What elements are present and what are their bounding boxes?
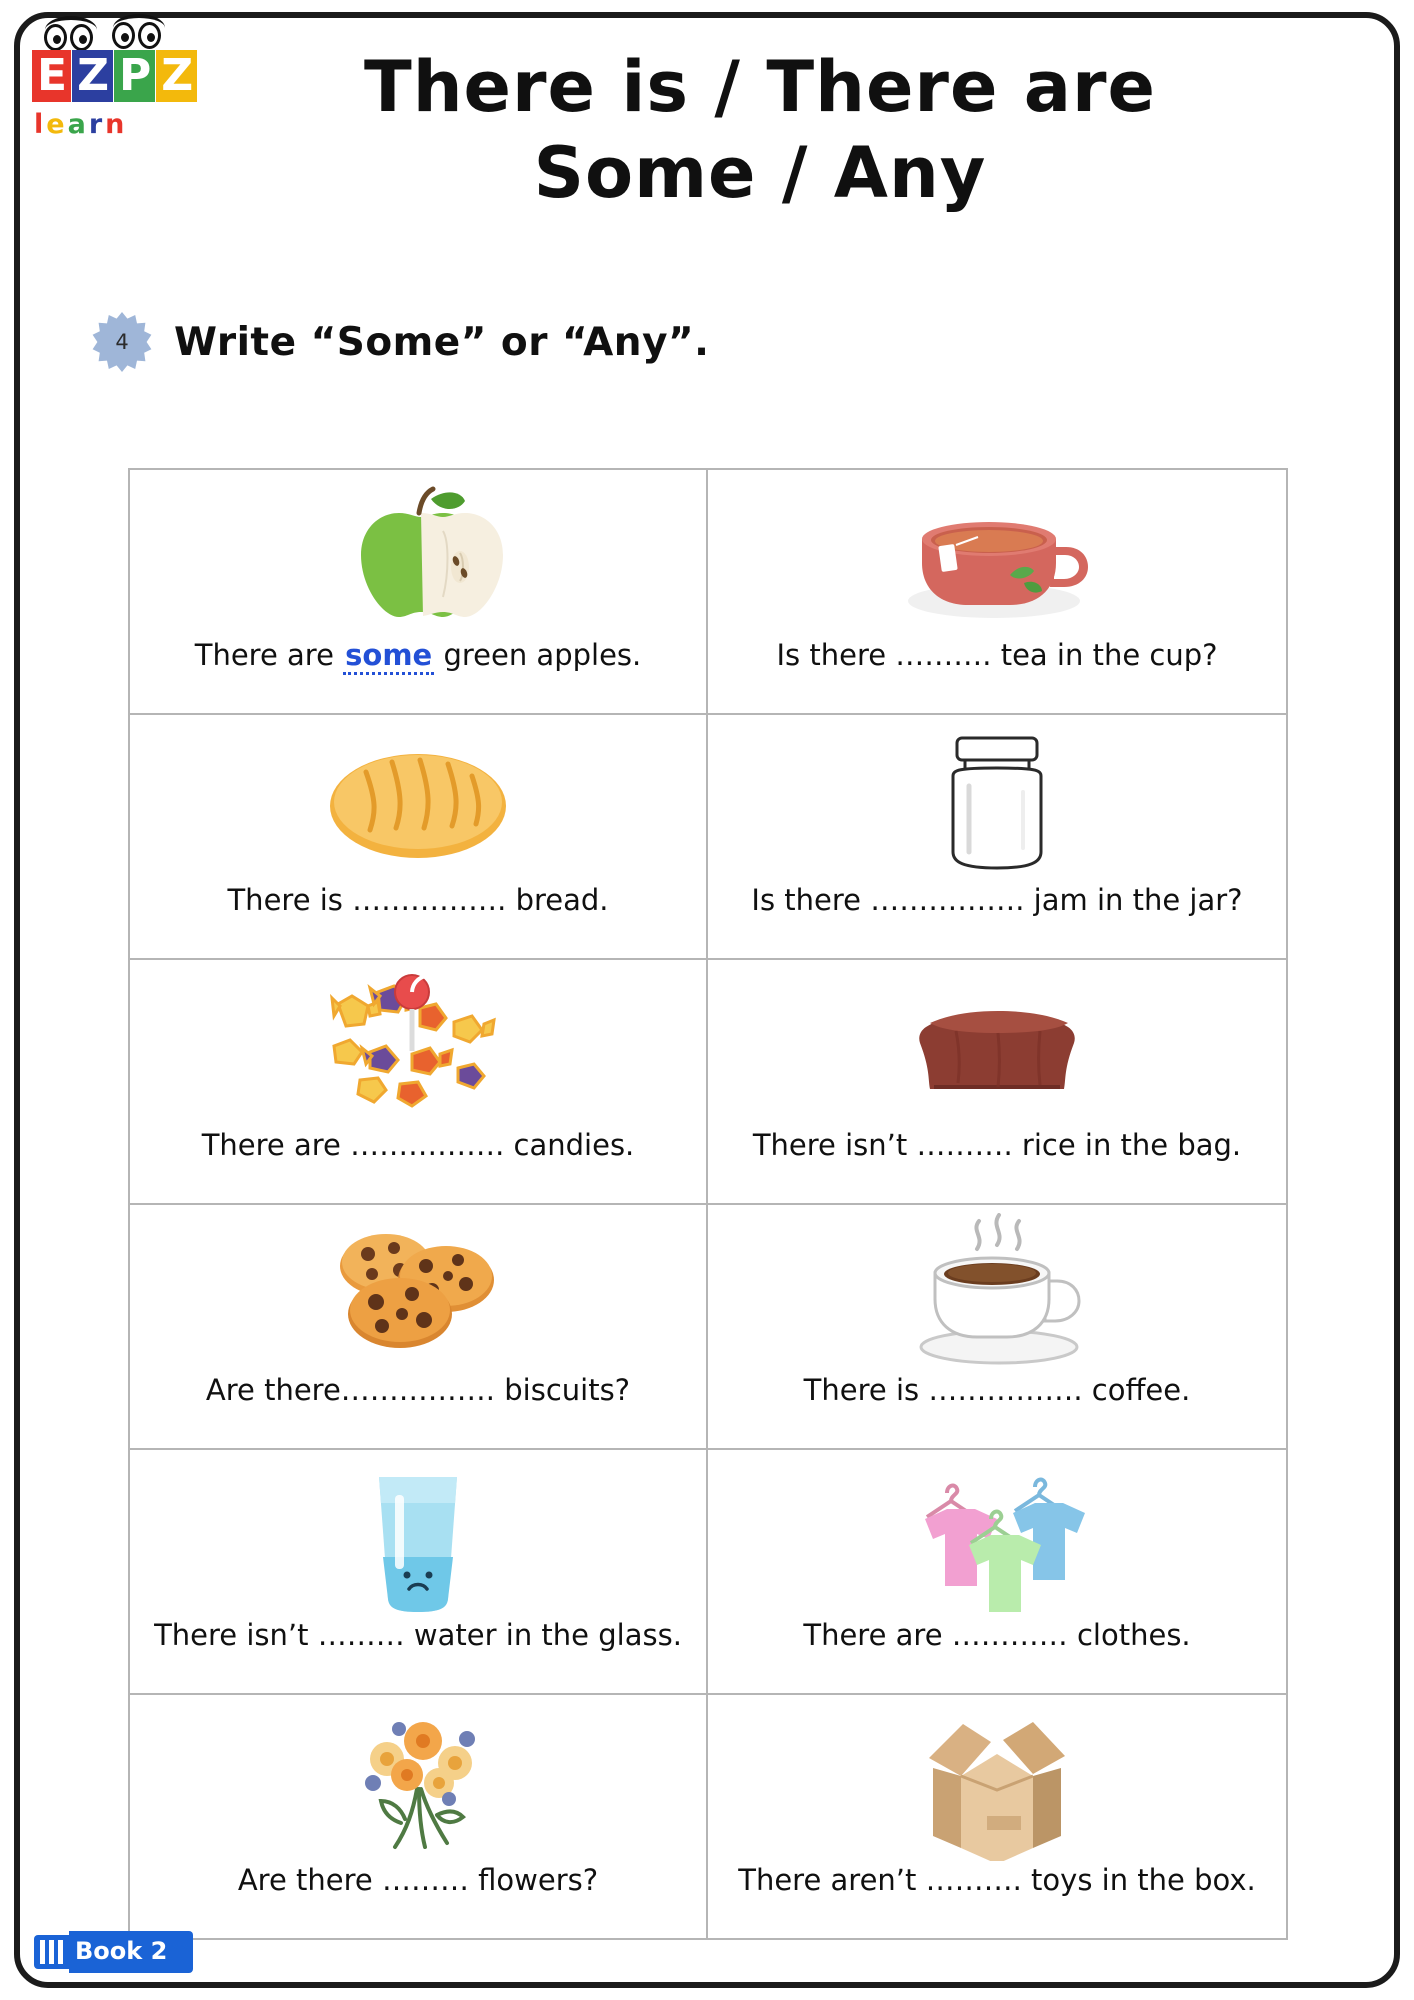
- exercise-sentence: Are there ……… flowers?: [237, 1863, 599, 1897]
- exercise-sentence: Is there ……………. jam in the jar?: [751, 883, 1243, 917]
- logo-letter-2: Z: [72, 50, 113, 102]
- ezpz-learn-logo: [26, 14, 211, 174]
- footer-book-badge: [34, 1932, 193, 1972]
- logo-subtitle-letter-2: e: [46, 109, 65, 140]
- logo-subtitle-letter-1: l: [34, 109, 44, 140]
- exercise-cell[interactable]: [708, 960, 1286, 1205]
- coffee-cup-icon: [708, 1213, 1286, 1373]
- exercise-cell[interactable]: [130, 1450, 708, 1695]
- exercise-cell[interactable]: [130, 715, 708, 960]
- biscuits-icon: [130, 1213, 706, 1373]
- exercise-cell[interactable]: [130, 1695, 708, 1940]
- exercise-cell[interactable]: [130, 960, 708, 1205]
- exercise-sentence: There isn’t ………. rice in the bag.: [752, 1128, 1242, 1162]
- candies-icon: [130, 968, 706, 1128]
- rice-bag-icon: [708, 968, 1286, 1128]
- logo-wordmark: [32, 50, 197, 102]
- logo-letter-3: P: [114, 50, 155, 102]
- exercise-number-badge: [92, 312, 152, 372]
- exercise-sentence: There are ………… clothes.: [803, 1618, 1191, 1652]
- logo-subtitle-letter-5: n: [105, 109, 125, 140]
- logo-subtitle: [34, 109, 124, 140]
- exercise-sentence: There are ……………. candies.: [201, 1128, 635, 1162]
- exercise-grid: [128, 468, 1288, 1940]
- green-apple-icon: [130, 478, 706, 638]
- exercise-sentence: There isn’t ……… water in the glass.: [154, 1618, 682, 1652]
- logo-subtitle-letter-4: r: [88, 109, 103, 140]
- empty-jar-icon: [708, 723, 1286, 883]
- sentence-prefix: There are: [194, 638, 344, 672]
- page-title-line-2: Some / Any: [533, 132, 987, 214]
- exercise-cell[interactable]: [708, 1695, 1286, 1940]
- logo-letter-4: Z: [156, 50, 197, 102]
- exercise-sentence: There aren’t ………. toys in the box.: [738, 1863, 1256, 1897]
- teacup-icon: [708, 478, 1286, 638]
- exercise-cell[interactable]: [130, 1205, 708, 1450]
- exercise-cell[interactable]: [708, 470, 1286, 715]
- page-title-line-1: There is / There are: [363, 46, 1157, 128]
- water-glass-icon: [130, 1458, 706, 1618]
- logo-subtitle-letter-3: a: [67, 109, 86, 140]
- exercise-sentence: Are there……………. biscuits?: [205, 1373, 631, 1407]
- exercise-sentence: There is ……………. coffee.: [803, 1373, 1191, 1407]
- page-title: [230, 44, 1290, 216]
- clothes-icon: [708, 1458, 1286, 1618]
- exercise-cell[interactable]: [708, 1450, 1286, 1695]
- answer-blank[interactable]: some: [343, 638, 434, 675]
- instruction-text: Write “Some” or “Any”.: [174, 319, 710, 365]
- exercise-sentence: Is there ………. tea in the cup?: [776, 638, 1218, 672]
- exercise-number: 4: [115, 330, 129, 354]
- book-label: Book 2: [69, 1931, 193, 1973]
- book-bars-icon: [34, 1935, 69, 1969]
- bread-loaf-icon: [130, 723, 706, 883]
- open-box-icon: [708, 1703, 1286, 1863]
- logo-letter-1: E: [32, 50, 71, 102]
- instruction-row: [92, 312, 709, 372]
- exercise-cell[interactable]: [708, 1205, 1286, 1450]
- sentence-suffix: green apples.: [434, 638, 642, 672]
- exercise-sentence: [130, 638, 706, 672]
- exercise-sentence: There is ……………. bread.: [227, 883, 609, 917]
- exercise-cell[interactable]: [130, 470, 708, 715]
- flowers-icon: [130, 1703, 706, 1863]
- exercise-cell[interactable]: [708, 715, 1286, 960]
